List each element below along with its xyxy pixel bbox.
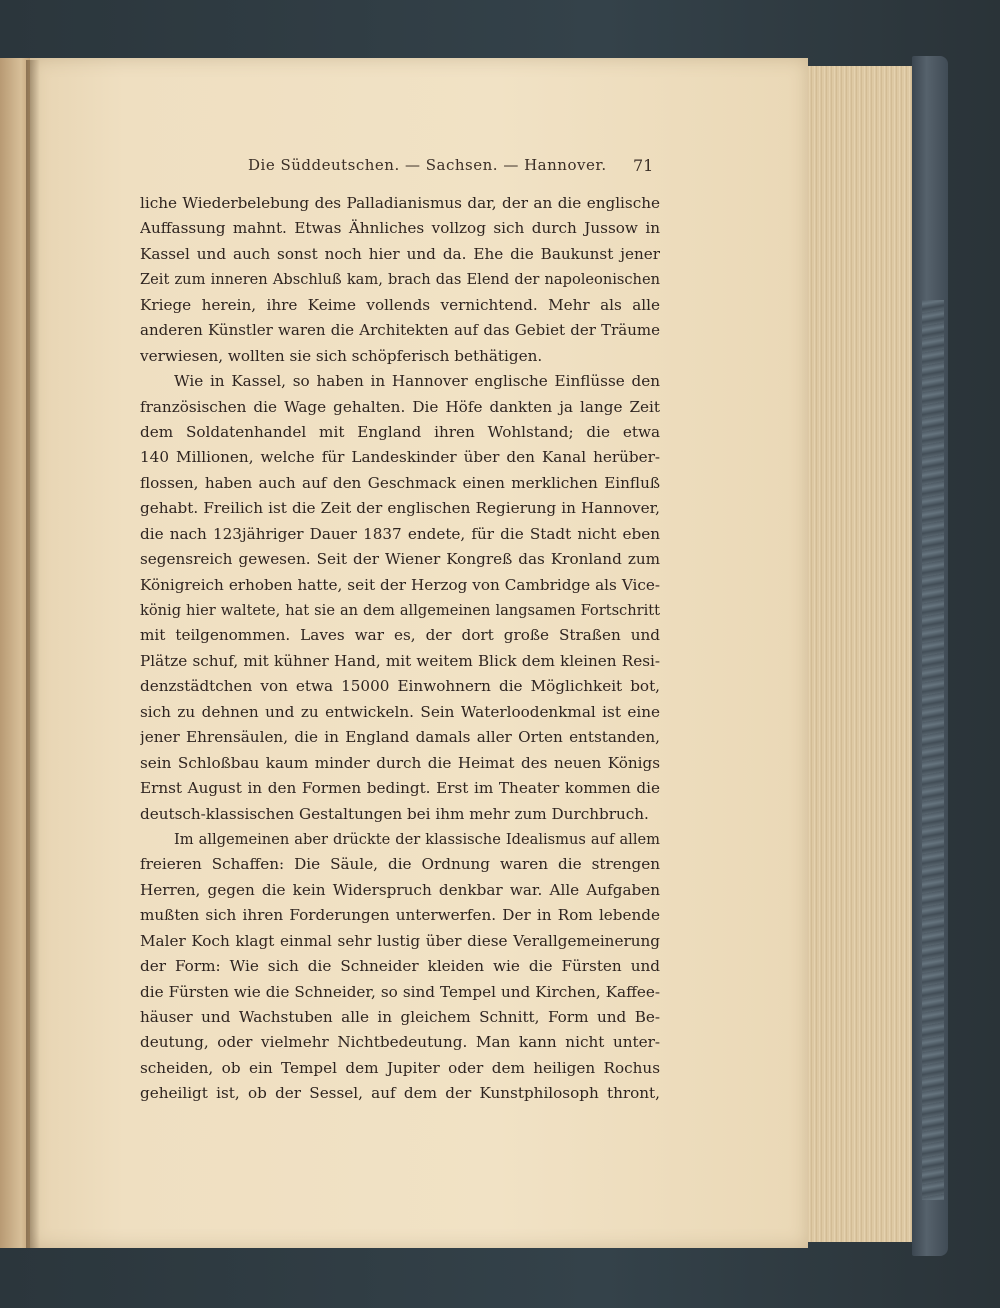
running-head: Die Süddeutschen. — Sachsen. — Hannover. [248,156,607,174]
text-line: 140 Millionen, welche für Landeskinder über den Kanal herüber- [140,448,660,467]
binding-shadow [26,60,40,1248]
text-line: französischen die Wage gehalten. Die Höfe dankten ja lange Zeit [140,397,660,416]
text-line: mit teilgenommen. Laves war es, der dort große Straßen und [140,626,660,645]
text-line: liche Wiederbelebung des Palladianismus dar, der an die englische [140,194,660,212]
page-number: 71 [633,156,654,175]
text-line: Im allgemeinen aber drückte der klassische Idealismus auf allem [174,830,660,848]
text-line: Maler Koch klagt einmal sehr lustig über diese Verallgemeinerung [140,931,660,950]
text-line: Königreich erhoben hatte, seit der Herzog von Cambridge als Vice- [140,575,660,594]
text-line: Ernst August in den Formen bedingt. Erst im Theater kommen die [140,779,660,798]
text-line: deutsch-klassischen Gestaltungen bei ihm mehr zum Durchbruch. [140,804,649,823]
text-line: freieren Schaffen: Die Säule, die Ordnung waren die strengen [140,855,660,874]
text-line: dem Soldatenhandel mit England ihren Wohlstand; die etwa [140,422,660,441]
text-line: sich zu dehnen und zu entwickeln. Sein Waterloodenkmal ist eine [140,702,660,721]
text-line: geheiligt ist, ob der Sessel, auf dem der Kunstphilosoph thront, [140,1084,660,1103]
page-stack-edge [808,66,919,1242]
text-line: deutung, oder vielmehr Nichtbedeutung. Man kann nicht unter- [140,1033,660,1052]
text-line: Zeit zum inneren Abschluß kam, brach das Elend der napoleonischen [140,271,660,289]
text-line: Kriege herein, ihre Keime vollends vernichtend. Mehr als alle [140,295,660,314]
text-line: Plätze schuf, mit kühner Hand, mit weitem Blick dem kleinen Resi- [140,651,660,670]
cover-marbling [922,300,944,1200]
body-text [140,191,660,1107]
text-line: häuser und Wachstuben alle in gleichem Schnitt, Form und Be- [140,1008,660,1026]
text-line: verwiesen, wollten sie sich schöpferisch bethätigen. [140,346,543,365]
text-line: die Fürsten wie die Schneider, so sind Tempel und Kirchen, Kaffee- [140,982,660,1001]
text-line: segensreich gewesen. Seit der Wiener Kongreß das Kronland zum [140,550,660,569]
text-line: die nach 123jähriger Dauer 1837 endete, für die Stadt nicht eben [140,524,660,543]
text-line: gehabt. Freilich ist die Zeit der englischen Regierung in Hannover, [140,499,660,518]
text-line: könig hier waltete, hat sie an dem allgemeinen langsamen Fortschritt [140,602,660,619]
text-line: Wie in Kassel, so haben in Hannover englische Einflüsse den [174,372,660,391]
text-line: der Form: Wie sich die Schneider kleiden wie die Fürsten und [140,957,660,976]
text-line: Auffassung mahnt. Etwas Ähnliches vollzog sich durch Jussow in [140,219,660,238]
text-line: jener Ehrensäulen, die in England damals aller Orten entstanden, [140,728,660,747]
text-line: Kassel und auch sonst noch hier und da. Ehe die Baukunst jener [140,244,660,263]
text-line: anderen Künstler waren die Architekten auf das Gebiet der Träume [140,321,660,340]
text-line: Herren, gegen die kein Widerspruch denkbar war. Alle Aufgaben [140,880,660,899]
text-line: flossen, haben auch auf den Geschmack einen merklichen Einfluß [140,473,660,492]
text-line: mußten sich ihren Forderungen unterwerfen. Der in Rom lebende [140,906,660,925]
text-line: scheiden, ob ein Tempel dem Jupiter oder dem heiligen Rochus [140,1058,660,1077]
text-line: sein Schloßbau kaum minder durch die Heimat des neuen Königs [140,753,660,772]
text-line: denzstädtchen von etwa 15000 Einwohnern die Möglichkeit bot, [140,677,660,696]
